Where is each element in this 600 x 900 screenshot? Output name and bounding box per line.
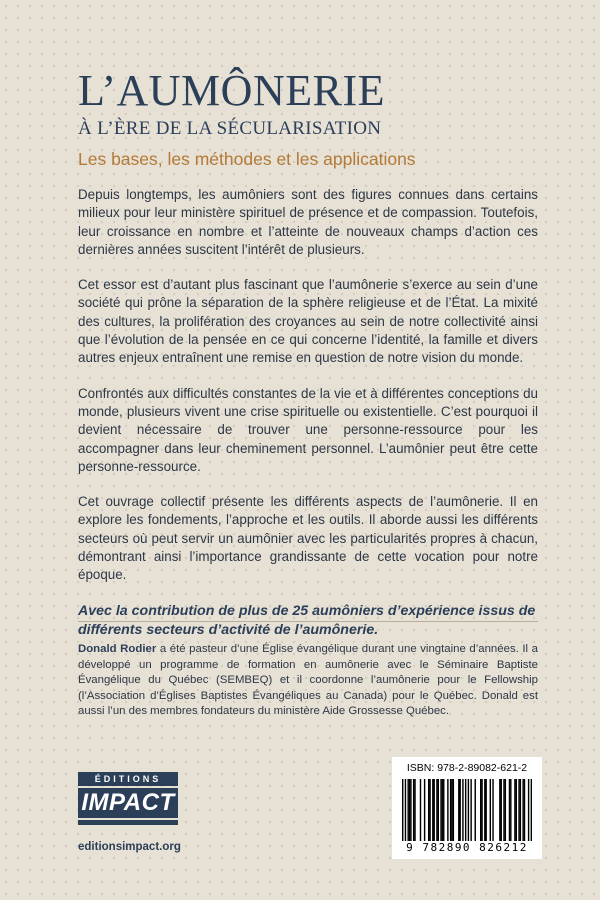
barcode-bar [405,779,406,841]
barcode-bar [433,779,434,841]
barcode-bar [475,779,476,841]
barcode-bar [492,779,493,841]
barcode-bar [481,779,482,841]
blurb-paragraph: Cet ouvrage collectif présente les différents aspects de l’aumônerie. Il en explore les fondements, l’approche et les outils. Il aborde aussi les différents secteurs où peut servir un aumônier avec les particularités propres à chacun, démontrant ainsi l’importance grandissante de cette vocation pour notre époque. [78,494,538,583]
barcode-bar [490,779,491,841]
barcode-bar [516,779,517,841]
book-subtitle: À L’ÈRE DE LA SÉCULARISATION [78,118,382,139]
barcode-bar [503,779,504,841]
publisher-logo-top: ÉDITIONS [78,772,178,786]
publisher-logo [78,772,178,830]
barcode-bar [428,779,429,841]
barcode-bar [442,779,443,841]
book-title: L’AUMÔNERIE [78,66,385,115]
barcode-bar [424,779,425,841]
barcode-bar [524,779,525,841]
blurb-paragraph: Confrontés aux difficultés constantes de la vie et à différentes conceptions du monde, plusieurs vivent une crise spirituelle ou existentielle. C’est pourquoi il devient nécessaire de trouver une personne-ressource pour les accompagner dans leur cheminement personnel. L’aumônier peut être cette personne-ressource. [78,385,538,474]
barcode-bar [450,779,451,841]
publisher-website: editionsimpact.org [78,841,181,853]
barcode-bar [522,779,523,841]
barcode-bar [514,779,515,841]
barcode-bar [459,779,460,841]
barcode-bar [410,779,411,841]
barcode-bar [468,779,469,841]
barcode-bar [436,779,437,841]
barcode-bar [470,779,471,841]
barcode-bar [443,779,444,841]
barcode-bar [458,779,459,841]
divider [78,621,538,622]
barcode-bar [440,779,441,841]
barcode-bar [462,779,463,841]
barcode-bar [402,779,403,841]
barcode-bar [501,779,502,841]
barcode-bar [465,779,466,841]
barcode-bar [438,779,439,841]
barcode-bar [485,779,486,841]
barcode-bar [447,779,448,841]
barcode-bar [520,779,521,841]
cover-header [78,68,538,170]
barcode-bar [432,779,433,841]
barcode-digits: 9 782890 826212 [406,841,528,854]
barcode-bar [414,779,415,841]
barcode-bar [518,779,519,841]
barcode-bar [413,779,414,841]
contribution-statement: Avec la contribution de plus de 25 aumôniers d’expérience issus de différents secteurs d’activité de l’aumônerie. [78,602,536,638]
blurb [78,186,538,640]
barcode-bar [480,779,481,841]
barcode-bar [509,779,510,841]
book-tagline: Les bases, les méthodes et les applications [78,149,416,169]
barcode-bar [499,779,500,841]
barcode-bar [407,779,408,841]
barcode-bar [409,779,410,841]
author-bio-text: a été pasteur d’une Église évangélique durant une vingtaine d’années. Il a développé un programme de formation en aumônerie avec le Séminaire Baptiste Évangélique du Québec (SEMBEQ) et il coordonne l’aumônerie pour le Fellowship (l’Association d’Églises Baptistes Évangéliques au Canada) pour le Québec. Donald est aussi l’un des membres fondateurs du ministère Aide Grossesse Québec. [78,643,538,718]
author-name: Donald Rodier [78,643,157,655]
barcode-bar [451,779,452,841]
author-bio [78,642,538,720]
barcode-box [392,757,542,859]
barcode-bar [510,779,511,841]
barcode-bar [505,779,506,841]
barcode-bar [453,779,454,841]
barcode-bar [429,779,430,841]
barcode-bar [531,779,532,841]
publisher-logo-bar [78,820,178,825]
blurb-paragraph: Cet essor est d’autant plus fascinant que l’aumônerie s’exerce au sein d’une société qui prône la séparation de la sphère religieuse et de l’État. La mixité des cultures, la prolifération des croyances au sein de notre collectivité ainsi que l’évolution de la pensée en ce qui concerne l’identité, la famille et divers autres enjeux entraînent une remise en question de notre vision du monde. [78,277,538,366]
barcode-bars [402,779,532,843]
barcode-bar [528,779,529,841]
barcode-bar [420,779,421,841]
isbn-label: ISBN: 978-2-89082-621-2 [406,762,528,774]
barcode-bar [484,779,485,841]
blurb-paragraph: Depuis longtemps, les aumôniers sont des figures connues dans certains milieux pour leur ministère spirituel de présence et de compassion. Toutefois, leur croissance en nombre et l’atteinte de nouveaux champs d’action ces dernières années suscitent l’intérêt de plusieurs. [78,187,538,257]
publisher-logo-main: IMPACT [78,788,178,818]
